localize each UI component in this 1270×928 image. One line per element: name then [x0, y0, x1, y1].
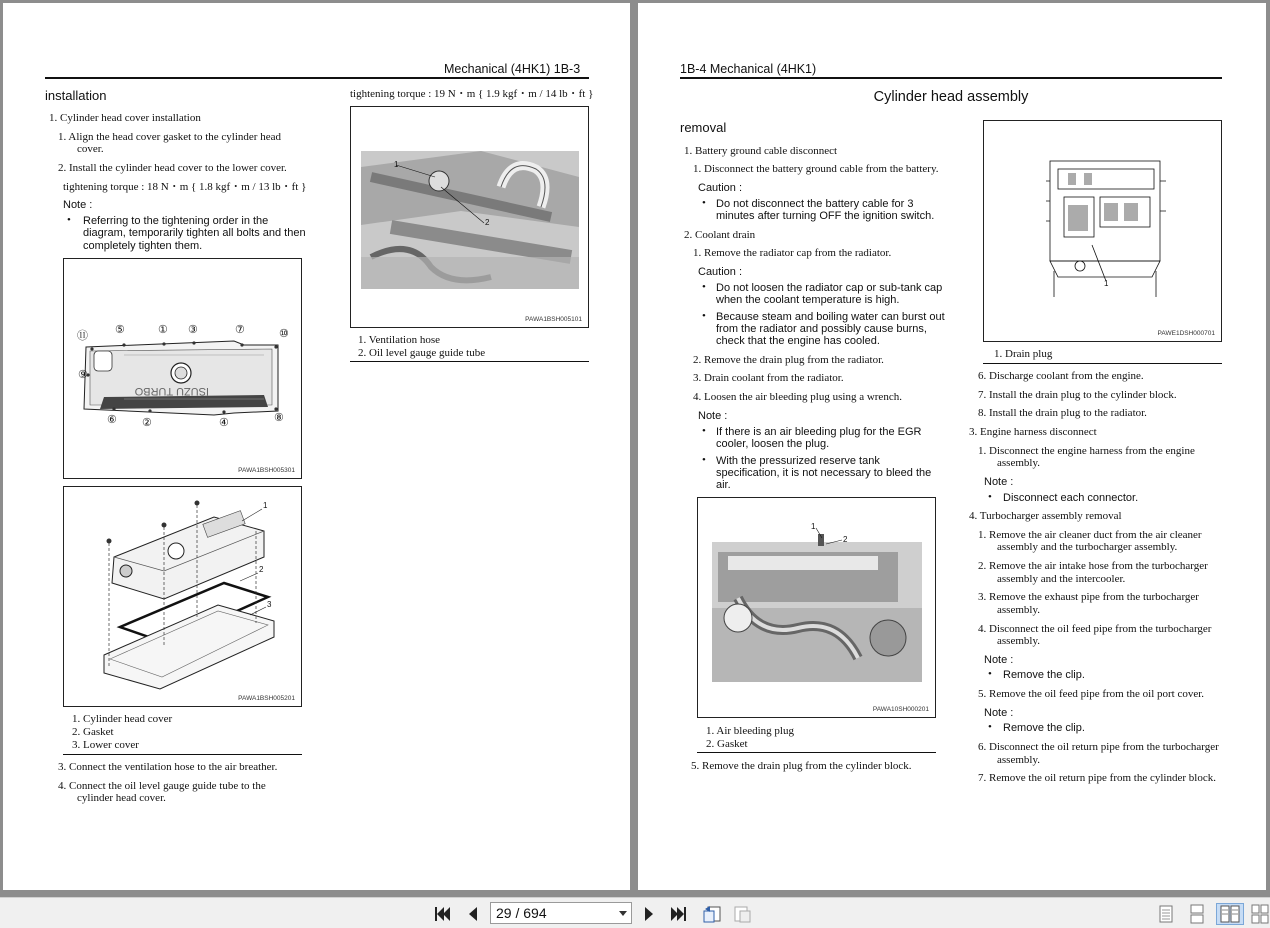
legend-item: 1. Cylinder head cover	[72, 713, 173, 725]
single-page-view-icon[interactable]	[1155, 903, 1177, 925]
tightening-order-number: ⑩	[279, 328, 289, 340]
substep-cont: assembly and the intercooler.	[997, 573, 1126, 585]
callout-number: 2	[259, 565, 264, 574]
substep-cont: assembly.	[997, 754, 1040, 766]
legend-item: 1. Drain plug	[994, 348, 1053, 360]
tightening-order-number: ⑥	[107, 414, 117, 426]
bullet: •	[702, 197, 706, 209]
tightening-torque-1: tightening torque : 18 N・m { 1.8 kgf・m / 13 lb・ft }	[63, 181, 307, 193]
bullet: •	[702, 454, 706, 466]
note-label: Note :	[984, 707, 1014, 719]
figure-ventilation-hose	[350, 106, 589, 328]
bullet: •	[67, 214, 71, 226]
tightening-order-number: ⑨	[78, 369, 88, 381]
substep: 3. Remove the exhaust pipe from the turbocharger	[978, 591, 1199, 603]
page-left	[3, 3, 630, 890]
header-rule	[680, 77, 1222, 79]
figure-exploded-view	[63, 486, 302, 707]
figure-code: PAWA1BSH005201	[238, 695, 295, 702]
chevron-down-icon[interactable]	[619, 911, 627, 916]
note-text: Remove the clip.	[1003, 669, 1085, 681]
legend-item: 3. Lower cover	[72, 739, 139, 751]
header-rule	[45, 77, 589, 79]
substep: 5. Remove the drain plug from the cylinder block.	[691, 760, 912, 772]
substep: 1. Disconnect the battery ground cable from the battery.	[693, 163, 939, 175]
callout-number: 1	[1104, 279, 1109, 288]
substep: 6. Disconnect the oil return pipe from the turbocharger	[978, 741, 1219, 753]
page-header: 1B-4 Mechanical (4HK1)	[680, 62, 817, 76]
tightening-order-number: ⑤	[115, 324, 125, 336]
bullet: •	[988, 721, 992, 733]
tightening-order-number: ⑧	[274, 412, 284, 424]
callout-number: 2	[485, 218, 490, 227]
substep-cont: assembly.	[997, 635, 1040, 647]
section-heading: installation	[45, 88, 107, 103]
callout-number: 1	[811, 522, 816, 531]
caution-text: minutes after turning OFF the ignition switch.	[716, 210, 935, 222]
tightening-order-number: ④	[219, 417, 229, 429]
note-text: If there is an air bleeding plug for the EGR	[716, 426, 922, 438]
substep-1-1: 1. Align the head cover gasket to the cylinder head	[58, 131, 281, 143]
substep: 5. Remove the oil feed pipe from the oil port cover.	[978, 688, 1205, 700]
caution-text: Do not disconnect the battery cable for 3	[716, 198, 914, 210]
page-number-input[interactable]	[490, 902, 632, 924]
bullet: •	[702, 425, 706, 437]
cylinder-head-cover-top-view	[64, 259, 301, 478]
section-heading: removal	[680, 120, 727, 135]
continuous-view-icon[interactable]	[1186, 903, 1208, 925]
note-text: specification, it is not necessary to bleed the	[716, 467, 932, 479]
page-number-text: 29 / 694	[496, 905, 547, 921]
step-3: 3. Engine harness disconnect	[969, 426, 1097, 438]
bullet: •	[988, 491, 992, 503]
note-text: completely tighten them.	[83, 240, 203, 252]
tightening-torque-2: tightening torque : 19 N・m { 1.9 kgf・m / 14 lb・ft }	[350, 88, 594, 100]
legend-item: 1. Ventilation hose	[358, 334, 440, 346]
engine-brand-label: ISUZU TURBO	[134, 385, 209, 397]
note-text: With the pressurized reserve tank	[716, 455, 880, 467]
substep: 1. Disconnect the engine harness from the engine	[978, 445, 1195, 457]
first-page-icon[interactable]	[431, 903, 453, 925]
substep-cont: assembly.	[997, 457, 1040, 469]
go-back-icon[interactable]	[701, 903, 723, 925]
page-header: Mechanical (4HK1) 1B-3	[444, 62, 581, 76]
step-1: 1. Cylinder head cover installation	[49, 112, 201, 124]
legend-item: 2. Oil level gauge guide tube	[358, 347, 486, 359]
substep: 7. Remove the oil return pipe from the cylinder block.	[978, 772, 1216, 784]
callout-number: 1	[394, 160, 399, 169]
substep-cont: assembly.	[997, 604, 1040, 616]
figure-tightening-order	[63, 258, 302, 479]
engine-top-photo-illustration	[351, 107, 588, 327]
caution-text: when the coolant temperature is high.	[716, 294, 900, 306]
legend-rule	[697, 752, 936, 753]
tightening-order-number: ②	[142, 417, 152, 429]
page-right	[638, 3, 1266, 890]
legend-rule	[983, 363, 1222, 364]
tightening-order-number: ⑪	[77, 330, 88, 342]
substep-cont: assembly and the turbocharger assembly.	[997, 541, 1178, 553]
caution-label: Caution :	[698, 182, 743, 194]
substep: 1. Remove the radiator cap from the radiator.	[693, 247, 892, 259]
figure-drain-plug	[983, 120, 1222, 342]
note-text: diagram, temporarily tighten all bolts and then	[83, 227, 306, 239]
note-label: Note :	[698, 410, 728, 422]
substep: 2. Remove the air intake hose from the turbocharger	[978, 560, 1208, 572]
navigation-toolbar	[0, 897, 1270, 928]
note-text: Referring to the tightening order in the	[83, 215, 269, 227]
tightening-order-number: ①	[158, 324, 168, 336]
step-4: 4. Turbocharger assembly removal	[969, 510, 1122, 522]
legend-item: 1. Air bleeding plug	[706, 725, 794, 737]
substep: 7. Install the drain plug to the cylinder block.	[978, 389, 1177, 401]
substep-1-1-cont: cover.	[77, 143, 104, 155]
figure-air-bleeding-plug	[697, 497, 936, 718]
step-1: 1. Battery ground cable disconnect	[684, 145, 838, 157]
tightening-order-number: ⑦	[235, 324, 245, 336]
figure-code: PAWE1DSH000701	[1157, 330, 1215, 337]
substep: 4. Disconnect the oil feed pipe from the turbocharger	[978, 623, 1212, 635]
callout-number: 1	[263, 501, 268, 510]
tightening-order-number: ③	[188, 324, 198, 336]
step-2: 2. Coolant drain	[684, 229, 756, 241]
bullet: •	[702, 281, 706, 293]
substep: 4. Loosen the air bleeding plug using a wrench.	[693, 391, 902, 403]
note-text: Disconnect each connector.	[1003, 492, 1139, 504]
callout-number: 2	[843, 535, 848, 544]
next-page-icon[interactable]	[638, 903, 660, 925]
figure-code: PAWA10SH000201	[872, 706, 929, 713]
caution-text: Do not loosen the radiator cap or sub-tank cap	[716, 282, 943, 294]
legend-item: 2. Gasket	[72, 726, 114, 738]
previous-page-icon[interactable]	[462, 903, 484, 925]
figure-code: PAWA1BSH005301	[238, 467, 295, 474]
figure-code: PAWA1BSH005101	[525, 316, 582, 323]
legend-rule	[63, 754, 302, 755]
cover-gasket-exploded-illustration	[64, 487, 301, 706]
substep: 2. Remove the drain plug from the radiator.	[693, 354, 884, 366]
substep: 8. Install the drain plug to the radiator.	[978, 407, 1147, 419]
note-text: cooler, loosen the plug.	[716, 438, 830, 450]
engine-side-photo-illustration	[698, 498, 935, 717]
note-text: air.	[716, 479, 731, 491]
facing-view-icon[interactable]	[1216, 903, 1244, 925]
bullet: •	[988, 668, 992, 680]
page-title: Cylinder head assembly	[873, 89, 1029, 105]
substep-1-4: 4. Connect the oil level gauge guide tube to the	[58, 780, 266, 792]
note-label: Note :	[984, 476, 1014, 488]
substep-1-4-cont: cylinder head cover.	[77, 792, 166, 804]
caution-text: from the radiator and possibly cause burns,	[716, 323, 927, 335]
substep: 3. Drain coolant from the radiator.	[693, 372, 844, 384]
note-text: Remove the clip.	[1003, 722, 1085, 734]
bullet: •	[702, 310, 706, 322]
continuous-facing-view-icon[interactable]	[1249, 903, 1270, 925]
caution-text: Because steam and boiling water can burst out	[716, 311, 945, 323]
substep-1-2: 2. Install the cylinder head cover to the lower cover.	[58, 162, 287, 174]
substep: 1. Remove the air cleaner duct from the air cleaner	[978, 529, 1202, 541]
caution-text: check that the engine has cooled.	[716, 335, 880, 347]
legend-item: 2. Gasket	[706, 738, 748, 750]
last-page-icon[interactable]	[668, 903, 690, 925]
substep-1-3: 3. Connect the ventilation hose to the air breather.	[58, 761, 278, 773]
substep: 6. Discharge coolant from the engine.	[978, 370, 1144, 382]
note-label: Note :	[984, 654, 1014, 666]
engine-line-drawing	[984, 121, 1221, 341]
legend-rule	[350, 361, 589, 362]
go-forward-icon[interactable]	[732, 903, 754, 925]
note-label: Note :	[63, 199, 93, 211]
caution-label: Caution :	[698, 266, 743, 278]
callout-number: 3	[267, 600, 272, 609]
